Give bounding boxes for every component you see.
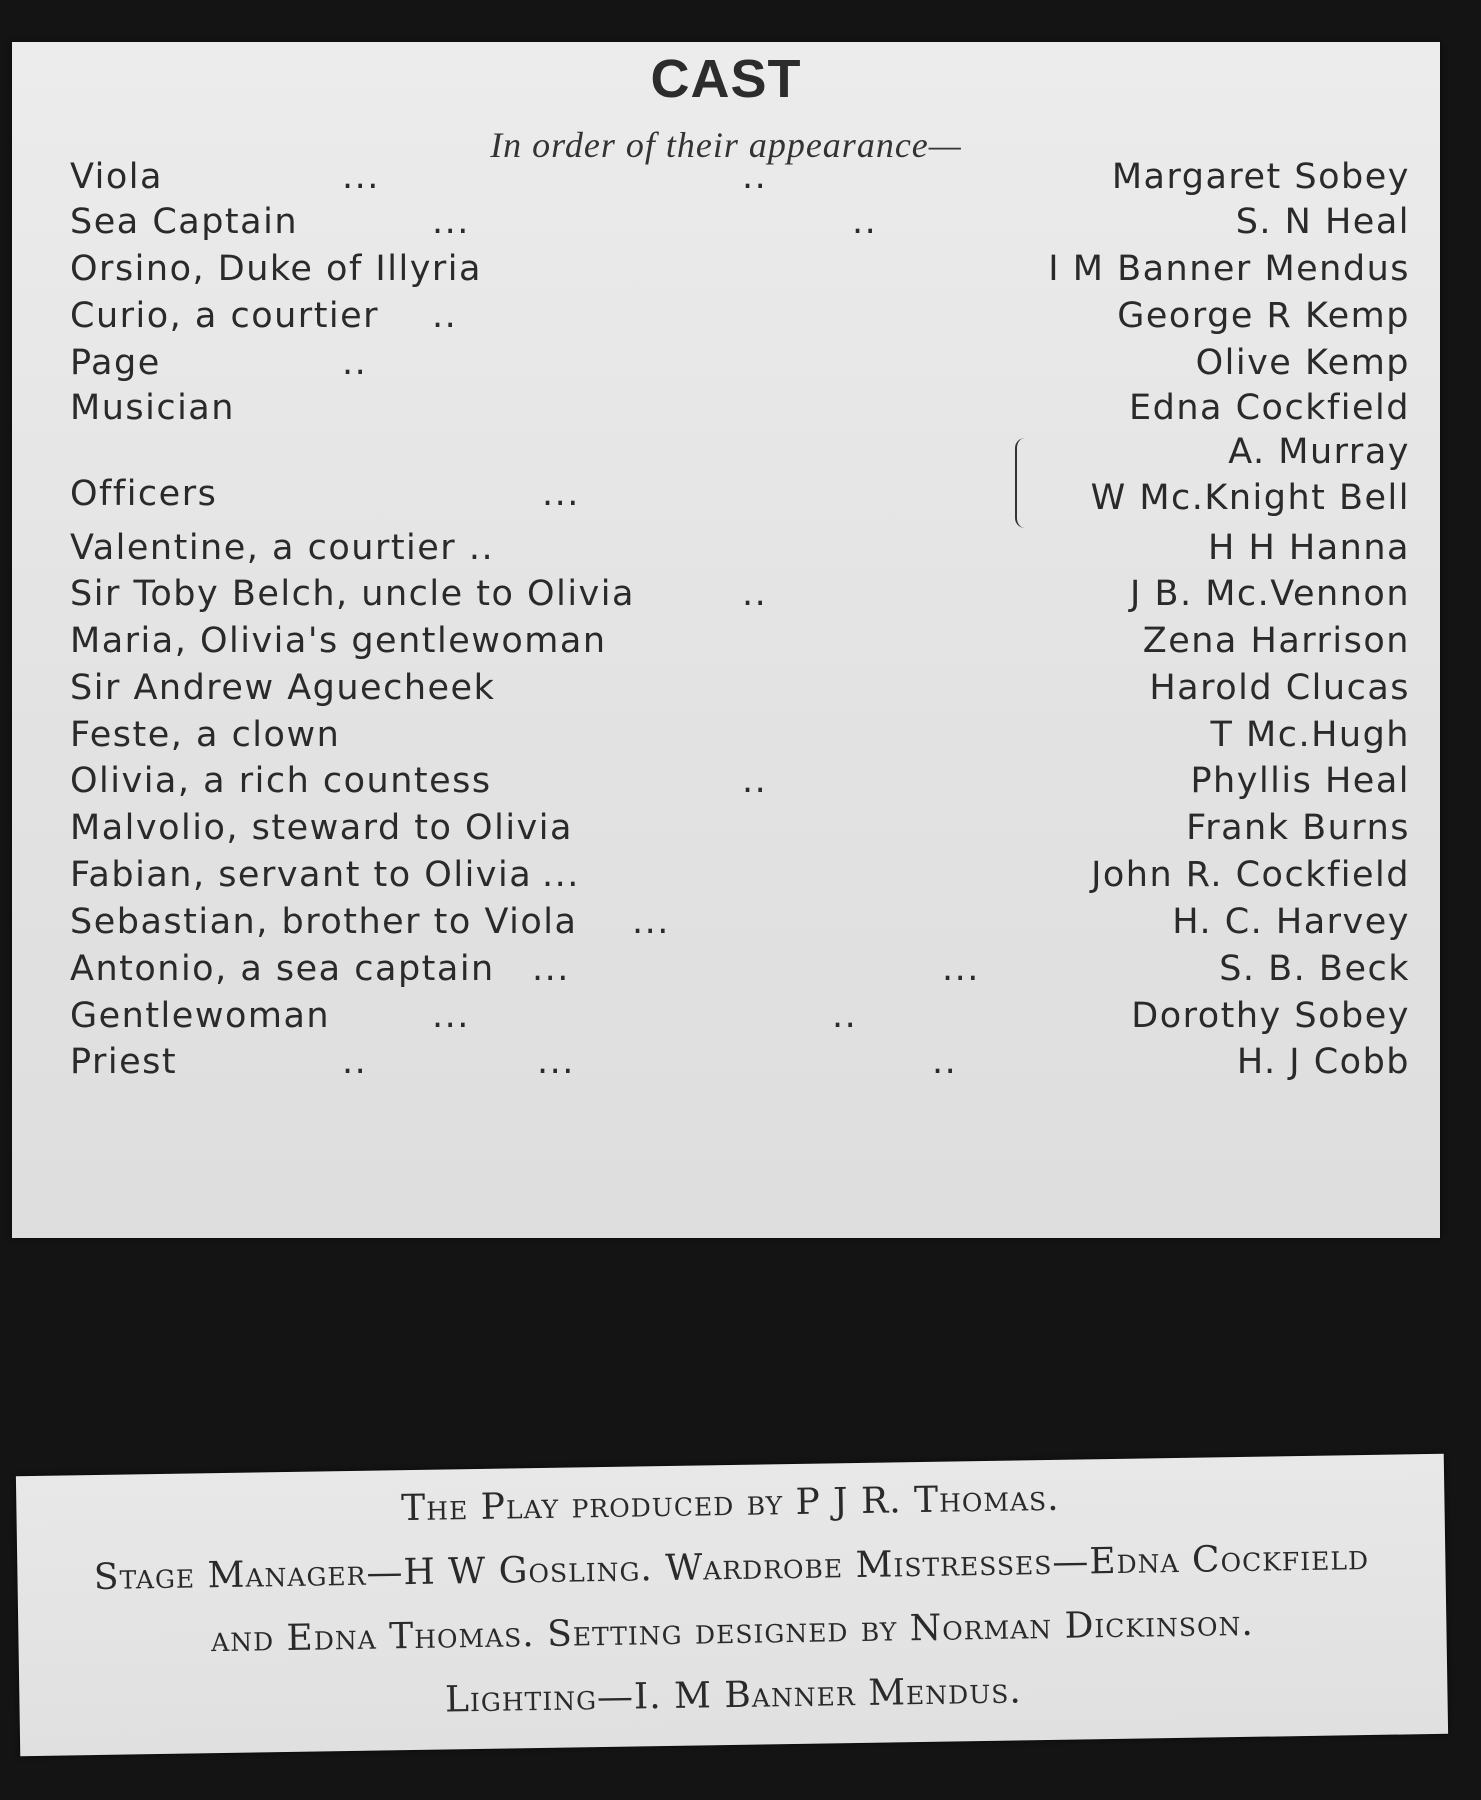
cast-actor: A. Murray [1228,432,1410,472]
cast-role: Gentlewoman [70,996,331,1036]
cast-role: Sebastian, brother to Viola [70,902,578,942]
leader-dots: ... [942,949,980,989]
cast-role: Fabian, servant to Olivia [70,855,533,895]
leader-dots: .. [432,296,458,336]
leader-dots: ... [532,949,570,989]
officers-row [12,432,1440,532]
leader-dots: ... [537,1042,575,1082]
leader-dots: .. [742,761,768,801]
cast-row [12,808,1440,860]
cast-role: Page [70,343,161,383]
cast-actor: H. C. Harvey [1172,902,1410,942]
leader-dots: ... [632,902,670,942]
cast-list-clipping [12,42,1440,1238]
cast-role: Olivia, a rich countess [70,761,492,801]
cast-actor: W Mc.Knight Bell [1090,478,1410,518]
leader-dots: .. [832,996,858,1036]
cast-role: Orsino, Duke of Illyria [70,249,482,289]
cast-row [12,249,1440,301]
cast-role: Malvolio, steward to Olivia [70,808,573,848]
leader-dots: .. [342,343,368,383]
cast-row [12,478,1440,530]
cast-actor: Margaret Sobey [1111,157,1410,197]
cast-row [12,1042,1440,1094]
cast-role: Valentine, a courtier .. [70,528,495,568]
cast-role: Officers [70,474,218,514]
cast-actor: J B. Mc.Vennon [1130,574,1410,614]
leader-dots: .. [742,574,768,614]
cast-role: Maria, Olivia's gentlewoman [70,621,607,661]
cast-row [12,528,1440,580]
cast-actor: Edna Cockfield [1129,388,1410,428]
cast-role: Priest [70,1042,178,1082]
cast-actor: Frank Burns [1186,808,1410,848]
cast-role: Antonio, a sea captain [70,949,495,989]
cast-role: Musician [70,388,235,428]
leader-dots: .. [342,1042,368,1082]
credit-stage-manager: Stage Manager—H W Gosling. Wardrobe Mistresses—Edna Cockfield [93,1536,1370,1599]
cast-role: Sea Captain [70,202,299,242]
cast-actor: Harold Clucas [1149,668,1410,708]
leader-dots: ... [542,855,580,895]
cast-row [12,902,1440,954]
leader-dots: ... [342,157,380,197]
cast-row [12,855,1440,907]
cast-actor: Dorothy Sobey [1131,996,1410,1036]
leader-dots: ... [542,474,580,514]
production-credits-clipping [16,1454,1448,1756]
cast-row [12,432,1440,484]
cast-role: Feste, a clown [70,715,341,755]
cast-subtitle: In order of their appearance— [490,125,962,165]
cast-row [12,202,1440,254]
cast-role: Viola [70,157,163,197]
cast-actor: Zena Harrison [1142,621,1410,661]
cast-actor: T Mc.Hugh [1210,715,1410,755]
leader-dots: ... [432,996,470,1036]
cast-row [12,574,1440,626]
cast-row [12,621,1440,673]
cast-actor: S. B. Beck [1219,949,1410,989]
cast-actor: H. J Cobb [1236,1042,1410,1082]
cast-row [12,761,1440,813]
leader-dots: .. [932,1042,958,1082]
cast-actor: John R. Cockfield [1091,855,1410,895]
cast-actor: S. N Heal [1235,202,1410,242]
cast-role: Sir Andrew Aguecheek [70,668,496,708]
credit-producer: The Play produced by P J R. Thomas. [400,1477,1060,1530]
cast-row [12,996,1440,1048]
cast-actor: H H Hanna [1208,528,1410,568]
cast-row [12,668,1440,720]
cast-actor: Phyllis Heal [1190,761,1410,801]
cast-row [12,296,1440,348]
cast-role: Sir Toby Belch, uncle to Olivia [70,574,635,614]
cast-actor: George R Kemp [1117,296,1410,336]
cast-actor: I M Banner Mendus [1048,249,1410,289]
leader-dots: ... [432,202,470,242]
cast-row [12,715,1440,767]
cast-actor: Olive Kemp [1195,343,1410,383]
credit-setting: and Edna Thomas. Setting designed by Norman Dickinson. [210,1602,1255,1661]
leader-dots: .. [742,157,768,197]
cast-title: CAST [650,49,802,109]
cast-row [12,949,1440,1001]
credit-lighting: Lighting—I. M Banner Mendus. [444,1670,1023,1721]
leader-dots: .. [852,202,878,242]
cast-role: Curio, a courtier [70,296,380,336]
